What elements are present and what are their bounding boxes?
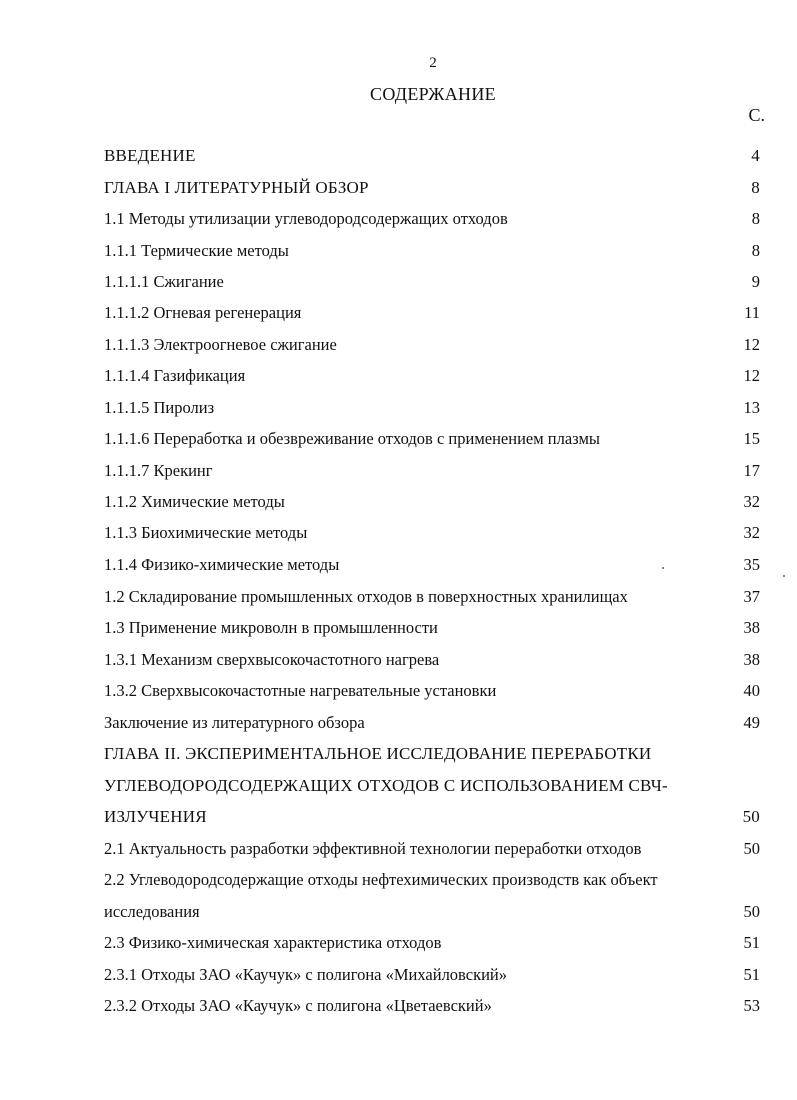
toc-entry-text: ИЗЛУЧЕНИЯ bbox=[104, 807, 207, 826]
toc-entry bbox=[104, 741, 760, 767]
toc-entry-page: 9 bbox=[751, 272, 760, 291]
toc-entry bbox=[104, 269, 760, 295]
toc-entry-text: 1.2 Складирование промышленных отходов в поверхностных хранилищах bbox=[104, 587, 628, 606]
toc-entry-page: 11 bbox=[744, 303, 760, 322]
toc-entry-page: 32 bbox=[743, 492, 760, 511]
toc-entry bbox=[104, 300, 760, 326]
scan-speck bbox=[783, 575, 785, 577]
toc-entry-page: 35 bbox=[743, 555, 760, 574]
toc-entry-text: 2.1 Актуальность разработки эффективной технологии переработки отходов bbox=[104, 839, 642, 858]
toc-entry-page: 51 bbox=[743, 965, 760, 984]
toc-entry-page: 15 bbox=[743, 429, 760, 448]
toc-entry-page: 12 bbox=[743, 366, 760, 385]
toc-entry-text: ГЛАВА I ЛИТЕРАТУРНЫЙ ОБЗОР bbox=[104, 178, 369, 197]
toc-entry bbox=[104, 363, 760, 389]
toc-entry bbox=[104, 962, 760, 988]
scan-speck bbox=[662, 567, 664, 569]
toc-entry bbox=[104, 552, 760, 578]
toc-entry-text: 2.3 Физико-химическая характеристика отходов bbox=[104, 933, 442, 952]
toc-entry-text: 1.1.3 Биохимические методы bbox=[104, 523, 308, 542]
toc-entry-text: 1.1.1.6 Переработка и обезвреживание отходов с применением плазмы bbox=[104, 429, 600, 448]
toc-entry bbox=[104, 143, 760, 169]
toc-entry bbox=[104, 584, 760, 610]
toc-entry bbox=[104, 395, 760, 421]
toc-entry-page: 4 bbox=[751, 146, 760, 165]
toc-entry-text: УГЛЕВОДОРОДСОДЕРЖАЩИХ ОТХОДОВ С ИСПОЛЬЗОВАНИЕМ СВЧ- bbox=[104, 776, 668, 795]
toc-entry-text: 1.1.1.3 Электроогневое сжигание bbox=[104, 335, 337, 354]
toc-entry-page: 13 bbox=[743, 398, 760, 417]
toc-entry bbox=[104, 993, 760, 1019]
toc-entry bbox=[104, 836, 760, 862]
toc-entry-text: 1.1.1.2 Огневая регенерация bbox=[104, 303, 302, 322]
toc-entry-text: 1.3.2 Сверхвысокочастотные нагревательные установки bbox=[104, 681, 497, 700]
toc-entry bbox=[104, 930, 760, 956]
toc-entry-page: 49 bbox=[743, 713, 760, 732]
toc-entry bbox=[104, 678, 760, 704]
page-column-label: С. bbox=[748, 105, 765, 125]
toc-entry-page: 50 bbox=[742, 807, 760, 826]
toc-entry-text: 1.1.1.4 Газификация bbox=[104, 366, 246, 385]
toc-entry-text: ВВЕДЕНИЕ bbox=[104, 146, 196, 165]
toc-entry-page: 51 bbox=[743, 933, 760, 952]
toc-entry-text: исследования bbox=[104, 902, 200, 921]
toc-entry-text: 1.3.1 Механизм сверхвысокочастотного нагрева bbox=[104, 650, 440, 669]
toc-entry-text: 2.2 Углеводородсодержащие отходы нефтехимических производств как объект bbox=[104, 870, 658, 889]
toc-entry bbox=[104, 804, 760, 830]
page-number: 2 bbox=[429, 55, 437, 71]
toc-entry-page: 32 bbox=[743, 523, 760, 542]
toc-entry bbox=[104, 489, 760, 515]
page-title: СОДЕРЖАНИЕ bbox=[370, 84, 496, 104]
toc-entry bbox=[104, 332, 760, 358]
toc-entry-text: 1.1.1.1 Сжигание bbox=[104, 272, 224, 291]
toc-entry-page: 40 bbox=[743, 681, 760, 700]
toc-entry bbox=[104, 426, 760, 452]
toc-entry bbox=[104, 773, 760, 799]
toc-entry-page: 8 bbox=[751, 178, 760, 197]
toc-entry-page: 50 bbox=[743, 839, 760, 858]
toc-entry bbox=[104, 520, 760, 546]
toc-entry-text: 1.1.1 Термические методы bbox=[104, 241, 289, 260]
toc-entry-page: 53 bbox=[743, 996, 760, 1015]
toc-entry bbox=[104, 175, 760, 201]
toc-entry-text: ГЛАВА II. ЭКСПЕРИМЕНТАЛЬНОЕ ИССЛЕДОВАНИЕ ПЕРЕРАБОТКИ bbox=[104, 744, 652, 763]
toc-entry-page: 38 bbox=[743, 650, 760, 669]
toc-entry bbox=[104, 647, 760, 673]
toc-entry bbox=[104, 615, 760, 641]
toc-entry-text: 1.1.1.5 Пиролиз bbox=[104, 398, 215, 417]
toc-entry-text: 2.3.1 Отходы ЗАО «Каучук» с полигона «Михайловский» bbox=[104, 965, 507, 984]
toc-entry-text: 1.1.2 Химические методы bbox=[104, 492, 285, 511]
toc-entry-page: 38 bbox=[743, 618, 760, 637]
toc-entry bbox=[104, 710, 760, 736]
toc-entry-page: 37 bbox=[743, 587, 760, 606]
toc-entry bbox=[104, 899, 760, 925]
toc-entry-text: 1.3 Применение микроволн в промышленности bbox=[104, 618, 438, 637]
toc-entry-page: 50 bbox=[743, 902, 760, 921]
toc-entry-text: 1.1.4 Физико-химические методы bbox=[104, 555, 340, 574]
toc-entry-page: 8 bbox=[751, 209, 760, 228]
toc-entry bbox=[104, 867, 760, 893]
toc-entry-text: 1.1.1.7 Крекинг bbox=[104, 461, 213, 480]
toc-entry bbox=[104, 238, 760, 264]
toc-entry-text: 2.3.2 Отходы ЗАО «Каучук» с полигона «Цветаевский» bbox=[104, 996, 492, 1015]
toc-entry bbox=[104, 458, 760, 484]
toc-entry-text: Заключение из литературного обзора bbox=[104, 713, 365, 732]
toc-entry-text: 1.1 Методы утилизации углеводородсодержащих отходов bbox=[104, 209, 508, 228]
toc-entry bbox=[104, 206, 760, 232]
toc-entry-page: 17 bbox=[743, 461, 760, 480]
toc-entry-page: 12 bbox=[743, 335, 760, 354]
toc-entry-page: 8 bbox=[751, 241, 760, 260]
